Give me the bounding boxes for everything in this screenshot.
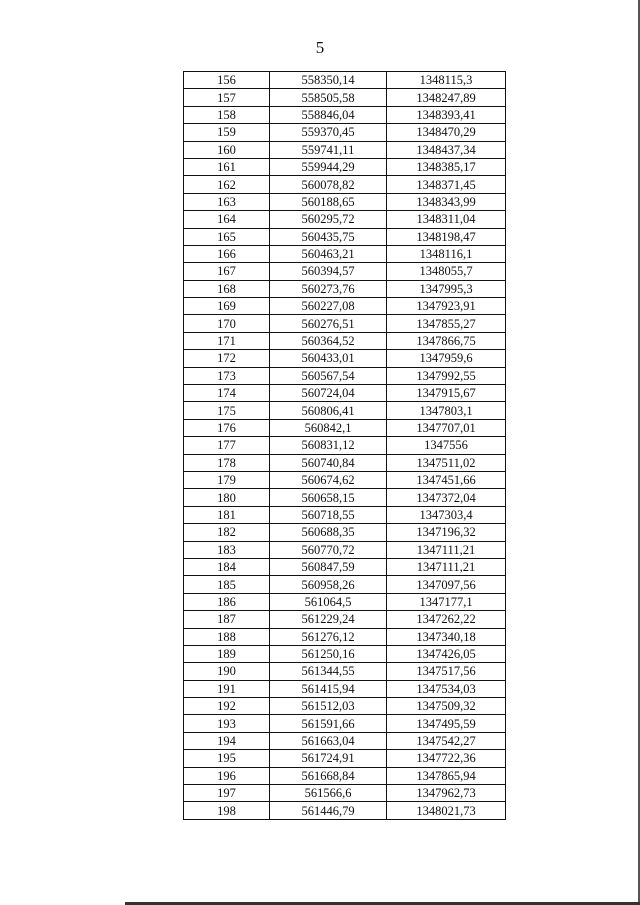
x-coordinate-cell: 561446,79 — [270, 802, 387, 819]
y-coordinate-cell: 1347707,01 — [387, 419, 506, 436]
point-number-cell: 197 — [184, 785, 270, 802]
point-number-cell: 170 — [184, 315, 270, 332]
table-row — [184, 767, 506, 784]
x-coordinate-cell: 561344,55 — [270, 663, 387, 680]
x-coordinate-cell: 561064,5 — [270, 593, 387, 610]
table-row — [184, 141, 506, 158]
y-coordinate-cell: 1347303,4 — [387, 506, 506, 523]
page-number: 5 — [315, 38, 325, 57]
table-row — [184, 802, 506, 819]
point-number-cell: 186 — [184, 593, 270, 610]
point-number-cell: 187 — [184, 611, 270, 628]
point-number-cell: 179 — [184, 471, 270, 488]
y-coordinate-cell: 1348371,45 — [387, 176, 506, 193]
x-coordinate-cell: 559370,45 — [270, 124, 387, 141]
table-row — [184, 350, 506, 367]
table-row — [184, 228, 506, 245]
point-number-cell: 182 — [184, 524, 270, 541]
table-row — [184, 298, 506, 315]
table-row — [184, 645, 506, 662]
y-coordinate-cell: 1347866,75 — [387, 332, 506, 349]
x-coordinate-cell: 561276,12 — [270, 628, 387, 645]
x-coordinate-cell: 561566,6 — [270, 785, 387, 802]
table-row — [184, 124, 506, 141]
y-coordinate-cell: 1348198,47 — [387, 228, 506, 245]
y-coordinate-cell: 1347372,04 — [387, 489, 506, 506]
point-number-cell: 180 — [184, 489, 270, 506]
point-number-cell: 181 — [184, 506, 270, 523]
x-coordinate-cell: 560718,55 — [270, 506, 387, 523]
y-coordinate-cell: 1347556 — [387, 437, 506, 454]
table-row — [184, 72, 506, 89]
table-row — [184, 576, 506, 593]
x-coordinate-cell: 561512,03 — [270, 698, 387, 715]
x-coordinate-cell: 560724,04 — [270, 385, 387, 402]
table-row — [184, 471, 506, 488]
x-coordinate-cell: 561250,16 — [270, 645, 387, 662]
table-row — [184, 750, 506, 767]
x-coordinate-cell: 561724,91 — [270, 750, 387, 767]
table-row — [184, 315, 506, 332]
y-coordinate-cell: 1347992,55 — [387, 367, 506, 384]
x-coordinate-cell: 560958,26 — [270, 576, 387, 593]
point-number-cell: 192 — [184, 698, 270, 715]
y-coordinate-cell: 1347915,67 — [387, 385, 506, 402]
table-row — [184, 593, 506, 610]
point-number-cell: 161 — [184, 158, 270, 175]
x-coordinate-cell: 561229,24 — [270, 611, 387, 628]
table-row — [184, 176, 506, 193]
x-coordinate-cell: 560295,72 — [270, 211, 387, 228]
table-row — [184, 402, 506, 419]
point-number-cell: 178 — [184, 454, 270, 471]
point-number-cell: 193 — [184, 715, 270, 732]
point-number-cell: 196 — [184, 767, 270, 784]
x-coordinate-cell: 560740,84 — [270, 454, 387, 471]
table-row — [184, 785, 506, 802]
y-coordinate-cell: 1347111,21 — [387, 558, 506, 575]
point-number-cell: 191 — [184, 680, 270, 697]
y-coordinate-cell: 1347995,3 — [387, 280, 506, 297]
y-coordinate-cell: 1347111,21 — [387, 541, 506, 558]
x-coordinate-cell: 560364,52 — [270, 332, 387, 349]
table-row — [184, 158, 506, 175]
x-coordinate-cell: 558846,04 — [270, 106, 387, 123]
y-coordinate-cell: 1348385,17 — [387, 158, 506, 175]
y-coordinate-cell: 1347196,32 — [387, 524, 506, 541]
y-coordinate-cell: 1347803,1 — [387, 402, 506, 419]
table-row — [184, 698, 506, 715]
table-row — [184, 663, 506, 680]
table-row — [184, 715, 506, 732]
y-coordinate-cell: 1348393,41 — [387, 106, 506, 123]
y-coordinate-cell: 1347855,27 — [387, 315, 506, 332]
point-number-cell: 198 — [184, 802, 270, 819]
y-coordinate-cell: 1348470,29 — [387, 124, 506, 141]
y-coordinate-cell: 1347511,02 — [387, 454, 506, 471]
y-coordinate-cell: 1347534,03 — [387, 680, 506, 697]
table-row — [184, 489, 506, 506]
x-coordinate-cell: 561663,04 — [270, 732, 387, 749]
y-coordinate-cell: 1347923,91 — [387, 298, 506, 315]
y-coordinate-cell: 1348116,1 — [387, 245, 506, 262]
x-coordinate-cell: 560831,12 — [270, 437, 387, 454]
point-number-cell: 195 — [184, 750, 270, 767]
point-number-cell: 190 — [184, 663, 270, 680]
table-row — [184, 524, 506, 541]
x-coordinate-cell: 558505,58 — [270, 89, 387, 106]
y-coordinate-cell: 1348437,34 — [387, 141, 506, 158]
x-coordinate-cell: 560658,15 — [270, 489, 387, 506]
x-coordinate-cell: 560567,54 — [270, 367, 387, 384]
x-coordinate-cell: 559944,29 — [270, 158, 387, 175]
x-coordinate-cell: 561591,66 — [270, 715, 387, 732]
x-coordinate-cell: 560433,01 — [270, 350, 387, 367]
point-number-cell: 167 — [184, 263, 270, 280]
table-row — [184, 89, 506, 106]
y-coordinate-cell: 1347722,36 — [387, 750, 506, 767]
y-coordinate-cell: 1347495,59 — [387, 715, 506, 732]
point-number-cell: 183 — [184, 541, 270, 558]
coordinates-table — [183, 71, 506, 820]
coordinates-table-body — [184, 72, 506, 820]
point-number-cell: 175 — [184, 402, 270, 419]
y-coordinate-cell: 1347177,1 — [387, 593, 506, 610]
x-coordinate-cell: 561415,94 — [270, 680, 387, 697]
table-row — [184, 506, 506, 523]
y-coordinate-cell: 1348343,99 — [387, 193, 506, 210]
x-coordinate-cell: 560078,82 — [270, 176, 387, 193]
point-number-cell: 189 — [184, 645, 270, 662]
point-number-cell: 174 — [184, 385, 270, 402]
point-number-cell: 177 — [184, 437, 270, 454]
table-row — [184, 680, 506, 697]
x-coordinate-cell: 558350,14 — [270, 72, 387, 89]
x-coordinate-cell: 560847,59 — [270, 558, 387, 575]
y-coordinate-cell: 1347097,56 — [387, 576, 506, 593]
x-coordinate-cell: 560273,76 — [270, 280, 387, 297]
y-coordinate-cell: 1347962,73 — [387, 785, 506, 802]
table-row — [184, 611, 506, 628]
table-row — [184, 385, 506, 402]
y-coordinate-cell: 1347509,32 — [387, 698, 506, 715]
table-row — [184, 245, 506, 262]
y-coordinate-cell: 1347959,6 — [387, 350, 506, 367]
table-row — [184, 211, 506, 228]
point-number-cell: 169 — [184, 298, 270, 315]
y-coordinate-cell: 1348247,89 — [387, 89, 506, 106]
x-coordinate-cell: 560674,62 — [270, 471, 387, 488]
point-number-cell: 171 — [184, 332, 270, 349]
x-coordinate-cell: 560463,21 — [270, 245, 387, 262]
table-row — [184, 732, 506, 749]
table-row — [184, 541, 506, 558]
y-coordinate-cell: 1348055,7 — [387, 263, 506, 280]
table-row — [184, 558, 506, 575]
table-row — [184, 280, 506, 297]
point-number-cell: 184 — [184, 558, 270, 575]
y-coordinate-cell: 1347865,94 — [387, 767, 506, 784]
table-row — [184, 419, 506, 436]
table-row — [184, 106, 506, 123]
x-coordinate-cell: 560276,51 — [270, 315, 387, 332]
point-number-cell: 163 — [184, 193, 270, 210]
point-number-cell: 176 — [184, 419, 270, 436]
point-number-cell: 185 — [184, 576, 270, 593]
x-coordinate-cell: 561668,84 — [270, 767, 387, 784]
x-coordinate-cell: 559741,11 — [270, 141, 387, 158]
table-row — [184, 263, 506, 280]
point-number-cell: 194 — [184, 732, 270, 749]
point-number-cell: 173 — [184, 367, 270, 384]
x-coordinate-cell: 560842,1 — [270, 419, 387, 436]
x-coordinate-cell: 560770,72 — [270, 541, 387, 558]
y-coordinate-cell: 1347451,66 — [387, 471, 506, 488]
table-row — [184, 437, 506, 454]
point-number-cell: 164 — [184, 211, 270, 228]
table-row — [184, 454, 506, 471]
point-number-cell: 158 — [184, 106, 270, 123]
table-row — [184, 367, 506, 384]
y-coordinate-cell: 1347517,56 — [387, 663, 506, 680]
y-coordinate-cell: 1347542,27 — [387, 732, 506, 749]
point-number-cell: 166 — [184, 245, 270, 262]
point-number-cell: 165 — [184, 228, 270, 245]
x-coordinate-cell: 560227,08 — [270, 298, 387, 315]
point-number-cell: 160 — [184, 141, 270, 158]
x-coordinate-cell: 560688,35 — [270, 524, 387, 541]
table-row — [184, 332, 506, 349]
point-number-cell: 168 — [184, 280, 270, 297]
point-number-cell: 156 — [184, 72, 270, 89]
x-coordinate-cell: 560806,41 — [270, 402, 387, 419]
point-number-cell: 172 — [184, 350, 270, 367]
point-number-cell: 159 — [184, 124, 270, 141]
table-row — [184, 193, 506, 210]
x-coordinate-cell: 560394,57 — [270, 263, 387, 280]
y-coordinate-cell: 1348115,3 — [387, 72, 506, 89]
x-coordinate-cell: 560435,75 — [270, 228, 387, 245]
point-number-cell: 157 — [184, 89, 270, 106]
y-coordinate-cell: 1348021,73 — [387, 802, 506, 819]
point-number-cell: 162 — [184, 176, 270, 193]
point-number-cell: 188 — [184, 628, 270, 645]
y-coordinate-cell: 1347340,18 — [387, 628, 506, 645]
table-row — [184, 628, 506, 645]
x-coordinate-cell: 560188,65 — [270, 193, 387, 210]
y-coordinate-cell: 1347426,05 — [387, 645, 506, 662]
y-coordinate-cell: 1347262,22 — [387, 611, 506, 628]
y-coordinate-cell: 1348311,04 — [387, 211, 506, 228]
